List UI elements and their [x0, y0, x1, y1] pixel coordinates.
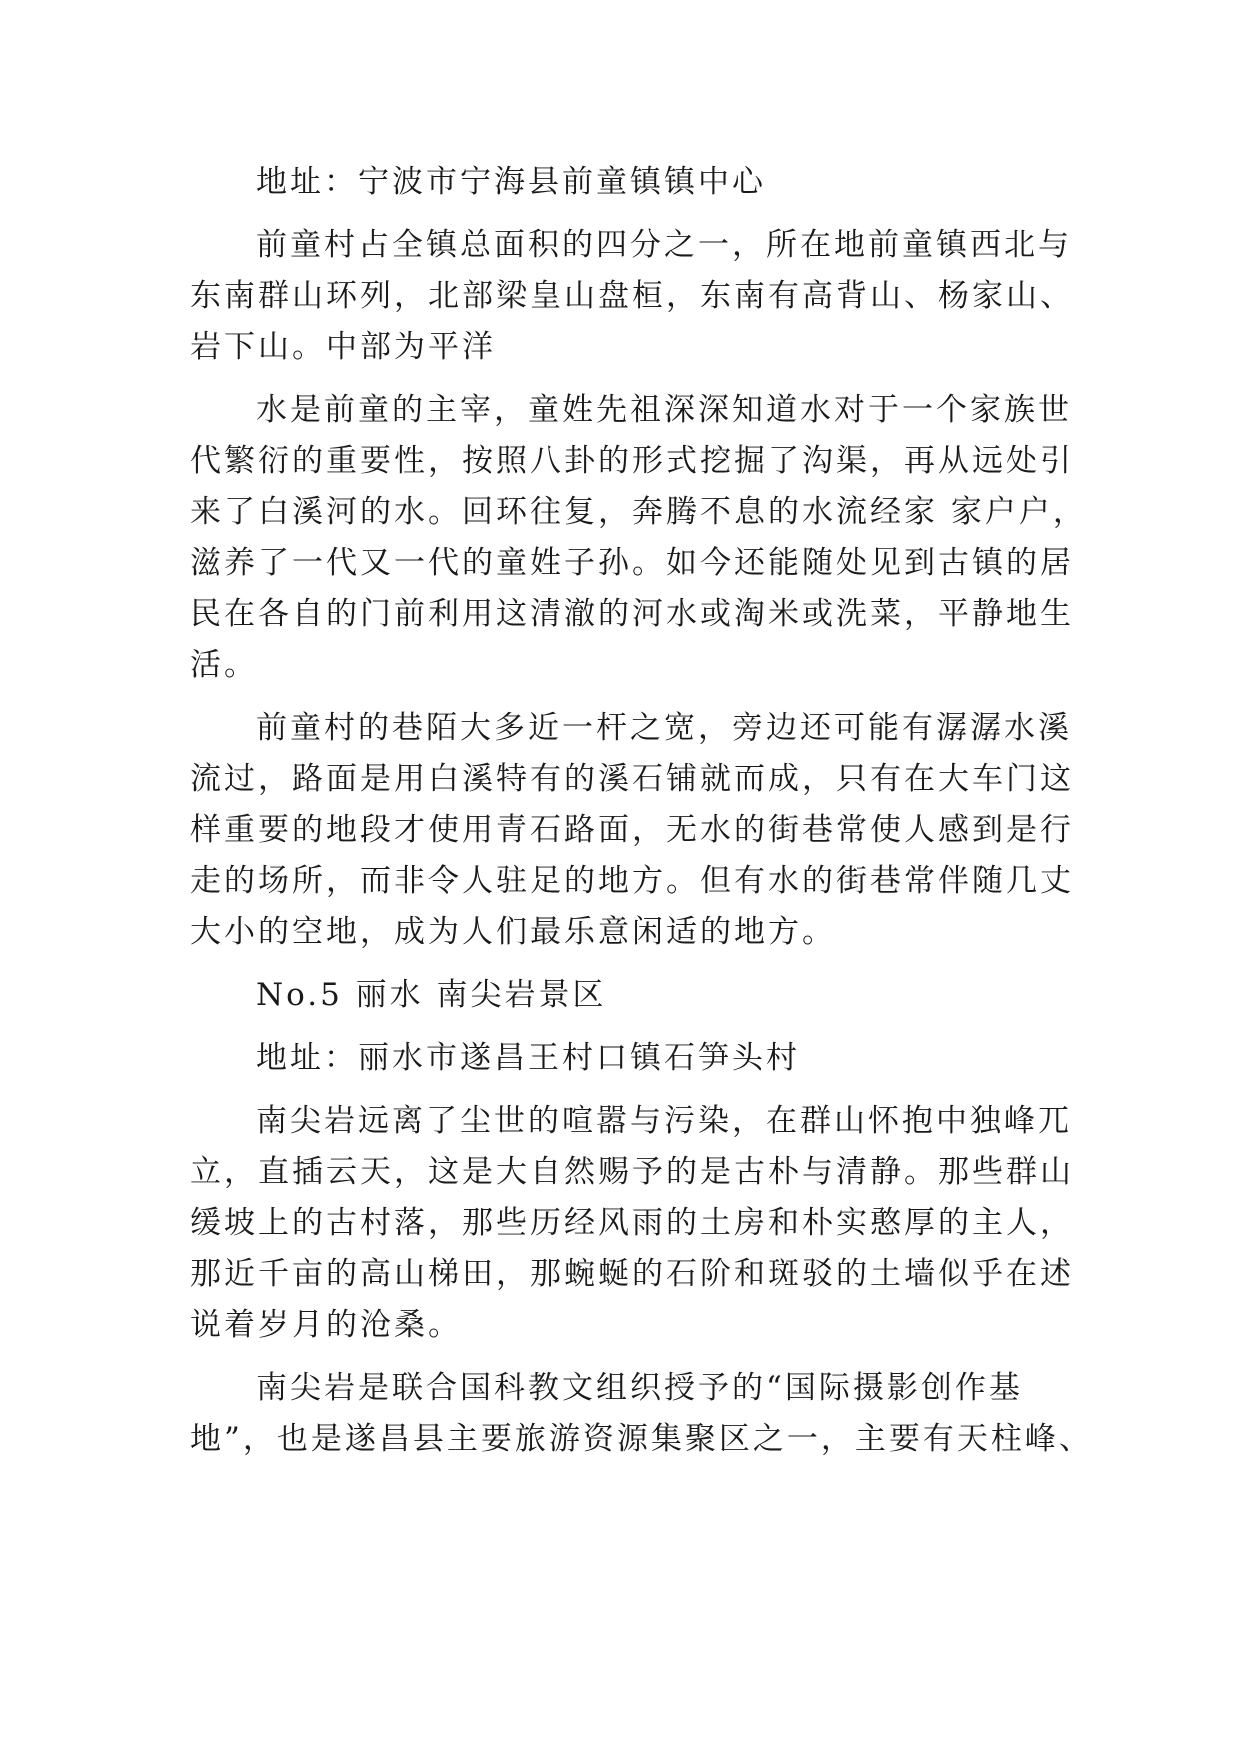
- text-line: 前童村的巷陌大多近一杆之宽，旁边还可能有潺潺水溪: [256, 710, 1072, 746]
- text-line: 活。: [190, 647, 258, 683]
- text-line: 大小的空地，成为人们最乐意闲适的地方。: [190, 914, 836, 950]
- text-line: 前童村占全镇总面积的四分之一，所在地前童镇西北与: [256, 227, 1072, 263]
- text-line: 说着岁月的沧桑。: [190, 1307, 462, 1343]
- text-line: 水是前童的主宰，童姓先祖深深知道水对于一个家族世: [256, 392, 1072, 428]
- text-line: 东南群山环列，北部梁皇山盘桓，东南有高背山、杨家山、: [190, 278, 1074, 314]
- section-heading: No.5 丽水 南尖岩景区: [256, 977, 607, 1013]
- paragraph-qiantong-overview: [190, 220, 1074, 373]
- text-line: 代繁衍的重要性，按照八卦的形式挖掘了沟渠，再从远处引: [190, 443, 1074, 479]
- paragraph-qiantong-water: [190, 385, 1087, 691]
- paragraph-qiantong-lanes: [190, 703, 1074, 958]
- text-line: 缓坡上的古村落，那些历经风雨的土房和朴实憨厚的主人，: [190, 1205, 1074, 1241]
- text-line: 岩下山。中部为平洋: [190, 329, 496, 365]
- text-line: 地址：宁波市宁海县前童镇镇中心: [256, 164, 766, 200]
- section-heading-no5: [190, 970, 1070, 1021]
- text-line: 样重要的地段才使用青石路面，无水的街巷常使人感到是行: [190, 812, 1074, 848]
- text-line: 来了白溪河的水。回环往复，奔腾不息的水流经家 家户户，: [190, 494, 1087, 530]
- text-line: 南尖岩远离了尘世的喧嚣与污染，在群山怀抱中独峰兀: [256, 1103, 1072, 1139]
- text-line: 流过，路面是用白溪特有的溪石铺就而成，只有在大车门这: [190, 761, 1074, 797]
- paragraph-address-qiantong: [190, 157, 1070, 208]
- text-line: 地”，也是遂昌县主要旅游资源集聚区之一，主要有天柱峰、: [190, 1421, 1093, 1457]
- text-line: 滋养了一代又一代的童姓子孙。如今还能随处见到古镇的居: [190, 545, 1074, 581]
- document-body: [190, 157, 1093, 1465]
- text-line: 南尖岩是联合国科教文组织授予的“国际摄影创作基: [256, 1370, 1023, 1406]
- paragraph-address-nanjianyan: [190, 1033, 1070, 1084]
- text-line: 那近千亩的高山梯田，那蜿蜒的石阶和斑驳的土墙似乎在述: [190, 1256, 1074, 1292]
- paragraph-nanjianyan-overview: [190, 1096, 1074, 1351]
- paragraph-nanjianyan-base: [190, 1363, 1093, 1465]
- text-line: 民在各自的门前利用这清澈的河水或淘米或洗菜，平静地生: [190, 596, 1074, 632]
- text-line: 立，直插云天，这是大自然赐予的是古朴与清静。那些群山: [190, 1154, 1074, 1190]
- text-line: 走的场所，而非令人驻足的地方。但有水的街巷常伴随几丈: [190, 863, 1074, 899]
- text-line: 地址：丽水市遂昌王村口镇石笋头村: [256, 1040, 800, 1076]
